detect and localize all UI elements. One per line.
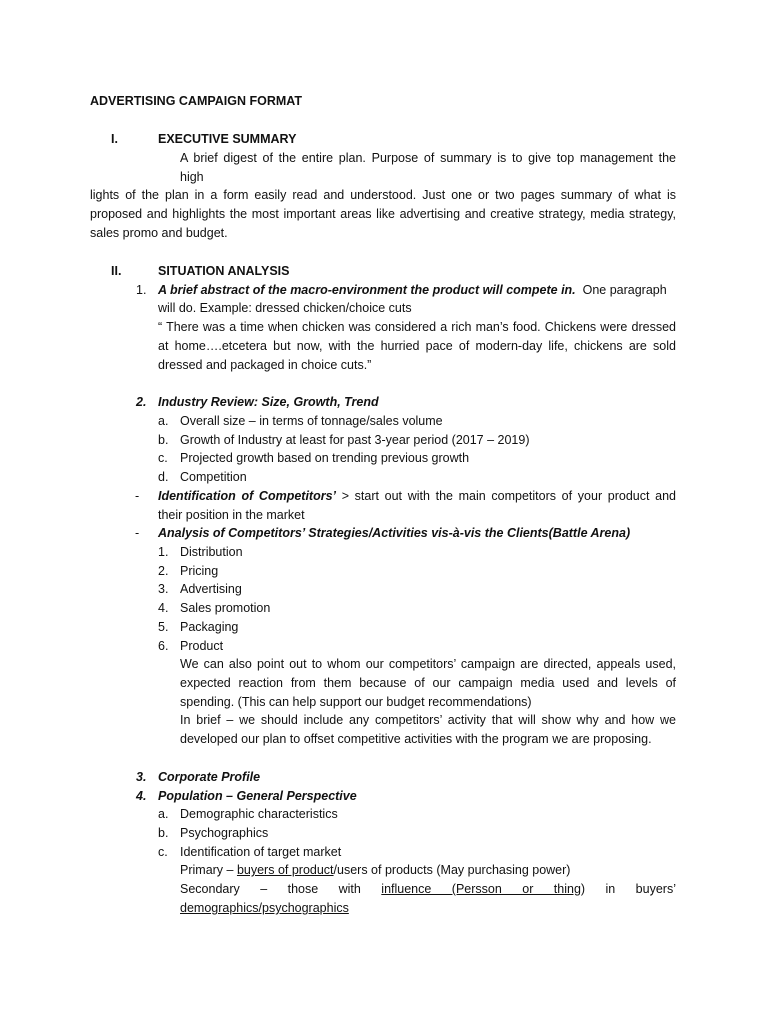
paragraph-line: expected reaction from them because of our campaign media used and levels of [180, 676, 676, 690]
industry-item-text: Overall size – in terms of tonnage/sales volume [180, 414, 443, 428]
document-title: ADVERTISING CAMPAIGN FORMAT [90, 94, 303, 108]
population-item-marker: c. [158, 845, 168, 859]
dash-1-line-1 [158, 487, 676, 506]
strategy-item-marker: 3. [158, 582, 169, 596]
industry-item-marker: c. [158, 451, 168, 465]
population-item-text: Demographic characteristics [180, 807, 338, 821]
section-2-title: SITUATION ANALYSIS [158, 264, 290, 278]
strategy-item-marker: 2. [158, 564, 169, 578]
secondary-label: Secondary – those with [180, 882, 382, 896]
paragraph-line: developed our plan to offset competitive activities with the program we are proposing. [180, 732, 652, 746]
item-3-number: 3. [136, 770, 147, 784]
item-1-title: A brief abstract of the macro-environment the product will compete in. [158, 283, 576, 297]
industry-item-text: Growth of Industry at least for past 3-year period (2017 – 2019) [180, 433, 530, 447]
item-4-title: Population – General Perspective [158, 789, 357, 803]
population-item-text: Identification of target market [180, 845, 342, 859]
population-item-text: Psychographics [180, 826, 269, 840]
section-1-line-1: A brief digest of the entire plan. Purpose of summary is to give top management the [180, 151, 676, 165]
strategy-item-text: Distribution [180, 545, 243, 559]
industry-item-text: Projected growth based on trending previous growth [180, 451, 470, 465]
item-1-line-2: will do. Example: dressed chicken/choice cuts [158, 301, 412, 315]
item-2-number: 2. [136, 395, 147, 409]
population-item-marker: b. [158, 826, 169, 840]
secondary-underlined: influence (Persson or thing [381, 882, 581, 896]
item-1-quote-line-3: dressed and packaged in choice cuts.” [158, 358, 372, 372]
industry-item-marker: d. [158, 470, 169, 484]
dash-2-title: Analysis of Competitors’ Strategies/Activities vis-à-vis the Clients(Battle Arena) [158, 526, 631, 540]
item-1-number: 1. [136, 283, 147, 297]
dash-1-title: Identification of Competitors’ [158, 489, 337, 503]
section-1-title: EXECUTIVE SUMMARY [158, 132, 297, 146]
item-1-quote-line-1: “ There was a time when chicken was considered a rich man’s food. Chickens were dressed [158, 320, 676, 334]
dash-1-line-2: their position in the market [158, 508, 305, 522]
strategy-item-text: Pricing [180, 564, 219, 578]
population-item-marker: a. [158, 807, 169, 821]
primary-market-line [180, 861, 570, 880]
strategy-item-marker: 6. [158, 639, 169, 653]
strategy-item-text: Advertising [180, 582, 242, 596]
industry-item-marker: a. [158, 414, 169, 428]
strategy-item-marker: 1. [158, 545, 169, 559]
strategy-item-marker: 5. [158, 620, 169, 634]
item-4-number: 4. [136, 789, 147, 803]
section-2-number: II. [111, 264, 122, 278]
item-1-quote-line-2: at home….etcetera but now, with the hurried pace of modern-day life, chickens are sold [158, 339, 676, 353]
industry-item-text: Competition [180, 470, 247, 484]
item-3-title: Corporate Profile [158, 770, 261, 784]
industry-item-marker: b. [158, 433, 169, 447]
item-1-heading [158, 281, 667, 300]
item-1-title-tail: One paragraph [582, 283, 667, 297]
section-1-line-2: high [180, 170, 204, 184]
paragraph-line: We can also point out to whom our competitors’ campaign are directed, appeals used, [180, 657, 676, 671]
section-1-line-4: proposed and highlights the most important areas like advertising and creative strategy, media strategy, [90, 207, 676, 221]
item-2-title: Industry Review: Size, Growth, Trend [158, 395, 379, 409]
primary-rest: /users of products (May purchasing power) [333, 863, 571, 877]
primary-underlined: buyers of product [236, 863, 334, 877]
strategy-item-marker: 4. [158, 601, 169, 615]
secondary-rest: ) in buyers’ [580, 882, 676, 896]
dash-1-marker: - [135, 489, 140, 503]
secondary-market-line [180, 880, 676, 899]
section-1-line-3: lights of the plan in a form easily read and understood. Just one or two pages summary of what is [90, 188, 676, 202]
paragraph-line: spending. (This can help support our budget recommendations) [180, 695, 532, 709]
strategy-item-text: Product [180, 639, 224, 653]
secondary-market-line-2: demographics/psychographics [180, 901, 349, 915]
primary-label: Primary – [180, 863, 237, 877]
dash-1-tail: > start out with the main competitors of your product and [336, 489, 676, 503]
paragraph-line: In brief – we should include any competitors’ activity that will show why and how we [180, 713, 676, 727]
dash-2-marker: - [135, 526, 140, 540]
strategy-item-text: Sales promotion [180, 601, 271, 615]
section-1-number: I. [111, 132, 118, 146]
strategy-item-text: Packaging [180, 620, 239, 634]
section-1-line-5: sales promo and budget. [90, 226, 228, 240]
